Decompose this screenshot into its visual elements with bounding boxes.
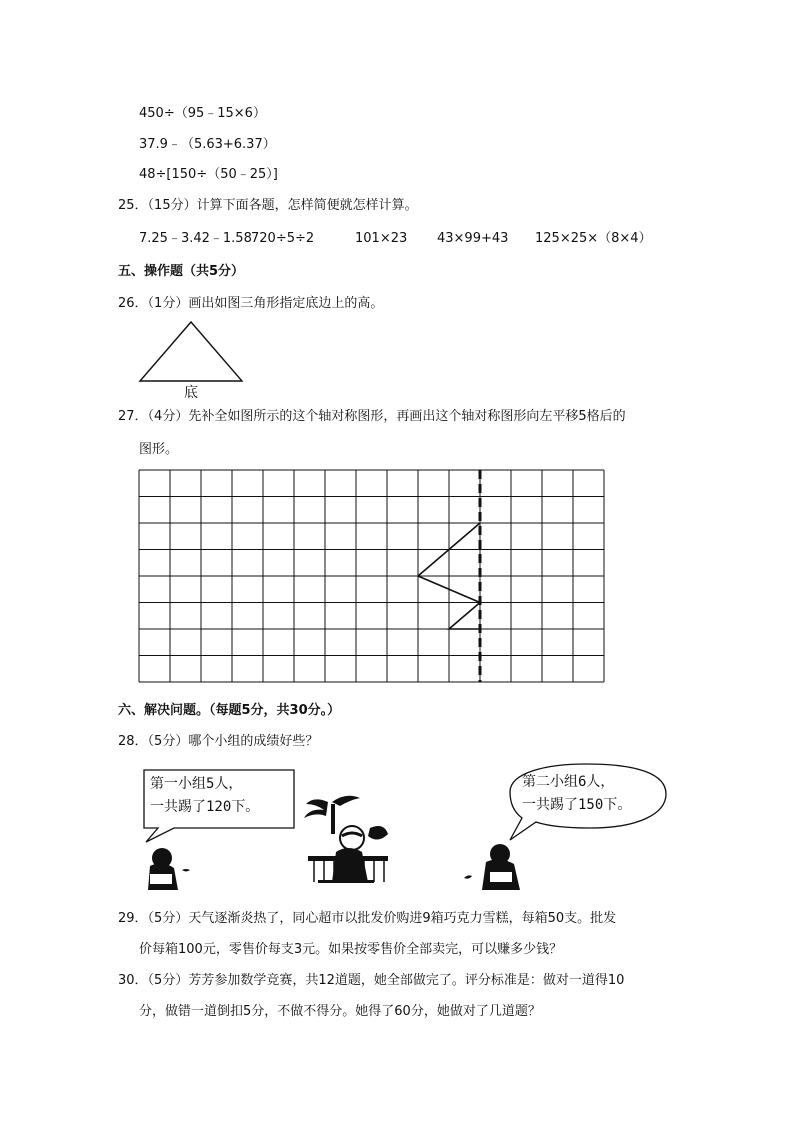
right-bubble-line-2: 一共踢了150下。 <box>522 797 632 813</box>
expression-1: 450÷（95﹣15×6） <box>139 106 266 121</box>
q30-line-2: 分，做错一道倒扣5分，不做不得分。她得了60分，她做对了几道题？ <box>139 1004 541 1019</box>
q26-title: 26．（1分）画出如图三角形指定底边上的高。 <box>118 296 384 311</box>
triangle-base-label: 底 <box>184 385 198 400</box>
q28-title: 28．（5分）哪个小组的成绩好些？ <box>118 734 319 749</box>
q25-item-4: 43×99+43 <box>437 231 509 246</box>
q30-line-1: 30．（5分）芳芳参加数学竞赛，共12道题，她全部做完了。评分标准是：做对一道得10 <box>118 973 625 988</box>
q25-item-3: 101×23 <box>355 231 408 246</box>
q25-item-5: 125×25×（8×4） <box>535 231 652 246</box>
section-6-title: 六、解决问题。（每题5分，共30分。） <box>118 703 341 718</box>
q25-title: 25．（15分）计算下面各题，怎样简便就怎样计算。 <box>118 198 418 213</box>
q29-line-2: 价每箱100元，零售价每支3元。如果按零售价全部卖完，可以赚多少钱？ <box>139 942 563 957</box>
grid-lines <box>139 470 604 682</box>
middle-scene <box>304 796 388 883</box>
q27-grid-figure <box>138 469 606 683</box>
q28-illustration <box>138 762 670 898</box>
section-5-title: 五、操作题（共5分） <box>118 264 245 279</box>
left-bubble-line-1: 第一小组5人， <box>150 776 243 792</box>
triangle-shape <box>140 322 242 381</box>
q25-item-1: 7.25﹣3.42﹣1.58 <box>139 231 252 246</box>
right-bubble-line-1: 第二小组6人， <box>522 774 615 790</box>
q27-line-1: 27．（4分）先补全如图所示的这个轴对称图形，再画出这个轴对称图形向左平移5格后的 <box>118 409 626 424</box>
expression-2: 37.9﹣（5.63+6.37） <box>139 137 276 152</box>
q27-line-2: 图形。 <box>139 442 179 457</box>
q26-triangle-figure <box>136 318 248 400</box>
right-child-figure <box>464 844 520 890</box>
expression-3: 48÷[150÷（50﹣25）] <box>139 167 278 182</box>
left-child-figure <box>148 848 190 890</box>
left-bubble-line-2: 一共踢了120下。 <box>150 799 260 815</box>
q25-item-2: 720÷5÷2 <box>251 231 315 246</box>
q29-line-1: 29．（5分）天气逐渐炎热了，同心超市以批发价购进9箱巧克力雪糕，每箱50支。批发 <box>118 911 617 926</box>
